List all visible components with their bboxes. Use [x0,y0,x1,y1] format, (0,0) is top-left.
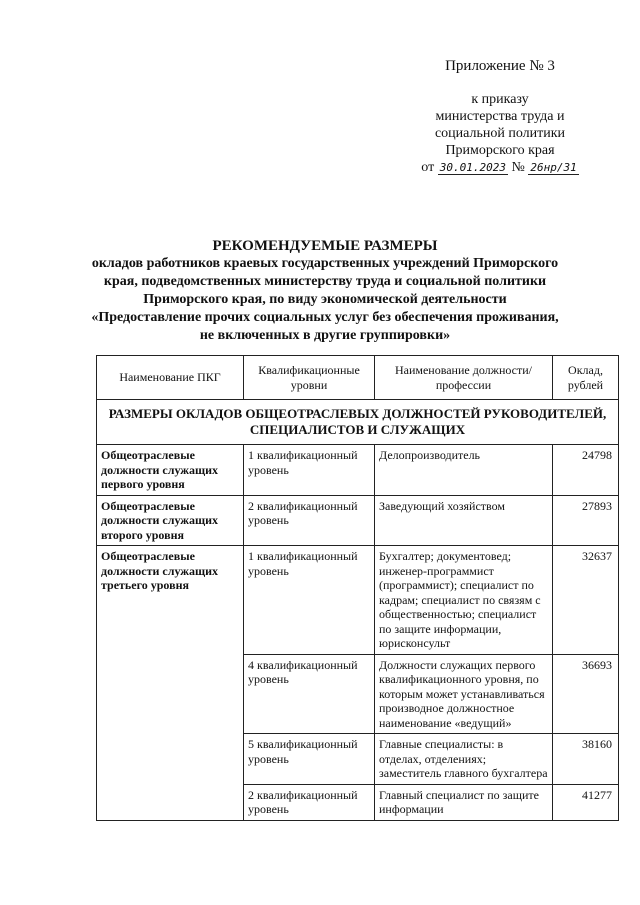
from-prefix: от [421,160,435,175]
table-row [97,495,619,546]
cell-level: 5 квалификационный уровень [244,734,375,785]
header-position: Наименование должности/профессии [375,356,553,400]
cell-pkg [97,734,244,785]
title-line2: окладов работников краевых государственных учреждений Приморского [91,256,559,271]
table-row [97,546,619,655]
section-title: РАЗМЕРЫ ОКЛАДОВ ОБЩЕОТРАСЛЕВЫХ ДОЛЖНОСТЕЙ РУКОВОДИТЕЛЕЙ, СПЕЦИАЛИСТОВ И СЛУЖАЩИХ [97,400,619,445]
cell-position: Главные специалисты: в отделах, отделениях; заместитель главного бухгалтера [375,734,553,785]
cell-salary: 36693 [553,654,619,734]
section-row [97,400,619,445]
to-order: к приказу [471,92,529,107]
header-level: Квалификационные уровни [244,356,375,400]
cell-level: 2 квалификационный уровень [244,495,375,546]
region: Приморского края [445,143,555,158]
order-reference [400,159,600,176]
cell-position: Бухгалтер; документовед; инженер-программист (программист); специалист по кадрам; специалист по связям с общественностью; специалист по защите информации, юрисконсульт [375,546,553,655]
cell-salary: 41277 [553,784,619,820]
salary-table [96,355,619,821]
document-title [80,237,570,345]
cell-level: 4 квалификационный уровень [244,654,375,734]
title-line1: РЕКОМЕНДУЕМЫЕ РАЗМЕРЫ [212,238,438,254]
title-line3: края, подведомственных министерству труда и социальной политики [103,274,547,289]
number-prefix: № [511,160,525,175]
table-row [97,784,619,820]
cell-position: Делопроизводитель [375,445,553,496]
table-row [97,445,619,496]
cell-salary: 32637 [553,546,619,655]
title-line5: «Предоставление прочих социальных услуг без обеспечения проживания, [91,310,559,325]
cell-pkg [97,654,244,734]
ministry-line1: министерства труда и [435,109,565,124]
table-row [97,654,619,734]
header-pkg: Наименование ПКГ [97,356,244,400]
title-line6: не включенных в другие группировки» [199,328,451,343]
header-salary: Оклад, рублей [553,356,619,400]
ministry-line2: социальной политики [434,126,566,141]
cell-level: 2 квалификационный уровень [244,784,375,820]
cell-salary: 24798 [553,445,619,496]
order-number: 26нр/31 [530,161,577,174]
cell-position: Должности служащих первого квалификационного уровня, по которым может устанавливаться производное должностное наименование «ведущий» [375,654,553,734]
cell-salary: 27893 [553,495,619,546]
cell-position: Заведующий хозяйством [375,495,553,546]
cell-level: 1 квалификационный уровень [244,445,375,496]
attachment-block [400,58,600,176]
cell-pkg: Общеотраслевые должности служащих первого уровня [97,445,244,496]
cell-pkg: Общеотраслевые должности служащих второго уровня [97,495,244,546]
title-line4: Приморского края, по виду экономической деятельности [143,292,507,307]
order-date: 30.01.2023 [439,161,506,174]
cell-level: 1 квалификационный уровень [244,546,375,655]
cell-salary: 38160 [553,734,619,785]
table-row [97,734,619,785]
cell-position: Главный специалист по защите информации [375,784,553,820]
table-header-row [97,356,619,400]
cell-pkg: Общеотраслевые должности служащих третьего уровня [97,546,244,655]
cell-pkg [97,784,244,820]
attachment-number: Приложение № 3 [445,58,555,74]
